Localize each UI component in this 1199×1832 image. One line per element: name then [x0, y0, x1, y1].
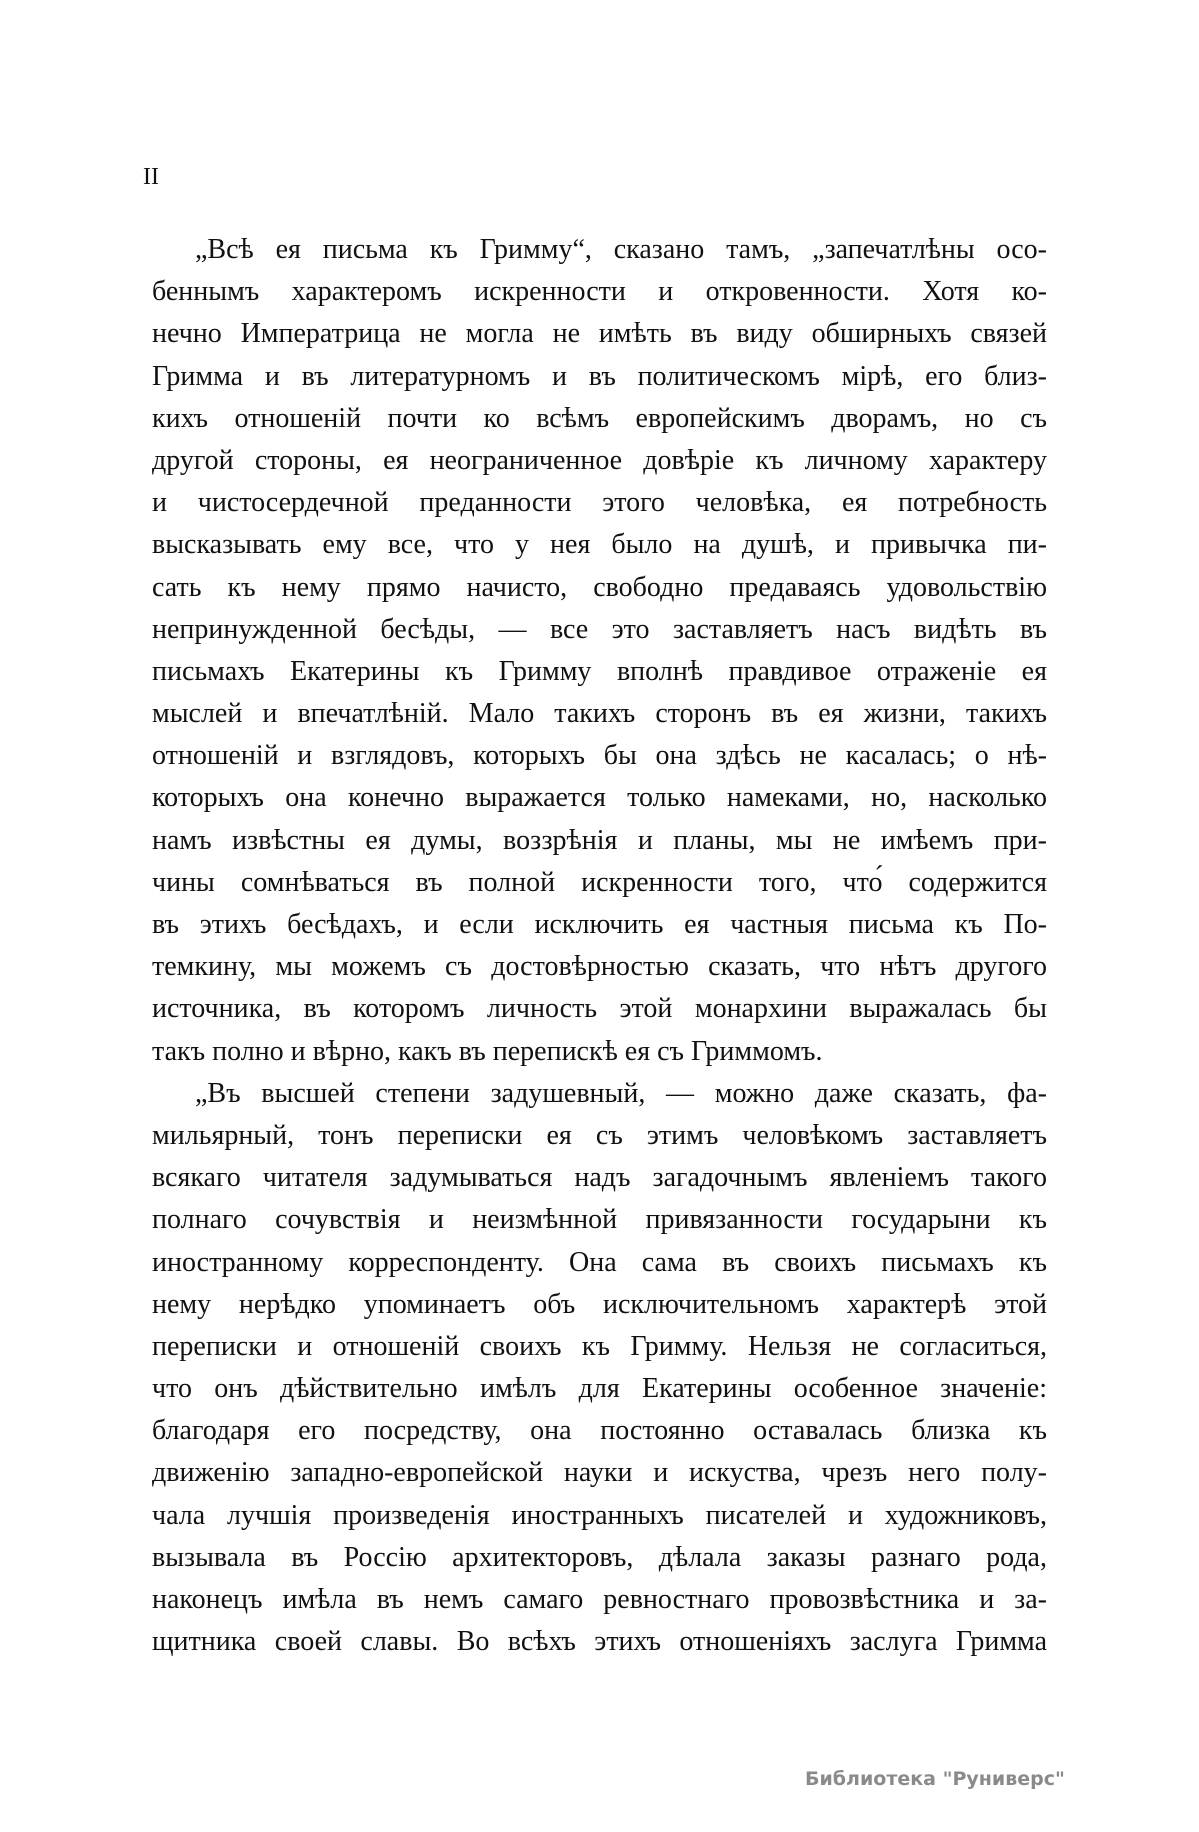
text-line: движенію западно-европейской науки и искуства, чрезъ него полу-	[152, 1457, 1047, 1489]
text-line: чала лучшія произведенія иностранныхъ писателей и художниковъ,	[152, 1499, 1047, 1531]
text-line: нему нерѣдко упоминаетъ объ исключительномъ характерѣ этой	[152, 1288, 1047, 1320]
text-line: наконецъ имѣла въ немъ самаго ревностнаго провозвѣстника и за-	[152, 1584, 1047, 1615]
text-line: непринужденной бесѣды, — все это заставляетъ насъ видѣть въ	[152, 613, 1047, 645]
paragraph	[152, 229, 1047, 1073]
text-line: сать къ нему прямо начисто, свободно предаваясь удовольствію	[152, 571, 1047, 603]
text-line: высказывать ему все, что у нея было на душѣ, и привычка пи-	[152, 529, 1047, 561]
text-line: мыслей и впечатлѣній. Мало такихъ сторонъ въ ея жизни, такихъ	[152, 698, 1047, 730]
text-line: которыхъ она конечно выражается только намеками, но, насколько	[152, 782, 1047, 814]
text-line: щитника своей славы. Во всѣхъ этихъ отношеніяхъ заслуга Гримма	[152, 1626, 1047, 1658]
text-line: мильярный, тонъ переписки ея съ этимъ человѣкомъ заставляетъ	[152, 1119, 1047, 1151]
text-line: отношеній и взглядовъ, которыхъ бы она здѣсь не касалась; о нѣ-	[152, 740, 1047, 772]
text-line: „Всѣ ея письма къ Гримму“, сказано тамъ, „запечатлѣны осо-	[195, 234, 1047, 265]
text-line: переписки и отношеній своихъ къ Гримму. Нельзя не согласиться,	[152, 1330, 1047, 1362]
text-line: чины сомнѣваться въ полной искренности того, что́ содержится	[152, 866, 1047, 898]
text-line: письмахъ Екатерины къ Гримму вполнѣ правдивое отраженіе ея	[152, 655, 1047, 687]
page-number: II	[143, 164, 159, 190]
text-line: вызывала въ Россію архитекторовъ, дѣлала заказы разнаго рода,	[152, 1541, 1047, 1573]
text-line: „Въ высшей степени задушевный, — можно даже сказать, фа-	[195, 1077, 1047, 1109]
text-line: нечно Императрица не могла не имѣть въ виду обширныхъ связей	[152, 318, 1047, 350]
text-line: намъ извѣстны ея думы, воззрѣнія и планы, мы не имѣемъ при-	[152, 824, 1047, 856]
text-line: благодаря его посредству, она постоянно оставалась близка къ	[152, 1415, 1047, 1447]
text-line: что онъ дѣйствительно имѣлъ для Екатерины особенное значеніе:	[152, 1373, 1047, 1405]
text-line: беннымъ характеромъ искренности и откровенности. Хотя ко-	[152, 276, 1047, 308]
text-line: Гримма и въ литературномъ и въ политическомъ мірѣ, его близ-	[152, 360, 1047, 392]
body-text	[152, 229, 1047, 1663]
text-line: такъ полно и вѣрно, какъ въ перепискѣ ея съ Гриммомъ.	[152, 1035, 823, 1067]
text-line: темкину, мы можемъ съ достовѣрностью сказать, что нѣтъ другого	[152, 951, 1047, 983]
library-watermark: Библиотека "Руниверс"	[805, 1768, 1065, 1790]
text-line: полнаго сочувствія и неизмѣнной привязанности государыни къ	[152, 1204, 1047, 1236]
text-line: и чистосердечной преданности этого человѣка, ея потребность	[152, 487, 1047, 519]
text-line: иностранному корреспонденту. Она сама въ своихъ письмахъ къ	[152, 1246, 1047, 1278]
text-line: источника, въ которомъ личность этой монархини выражалась бы	[152, 993, 1047, 1025]
text-line: всякаго читателя задумываться надъ загадочнымъ явленіемъ такого	[152, 1162, 1047, 1194]
text-line: въ этихъ бесѣдахъ, и если исключить ея частныя письма къ По-	[152, 909, 1047, 940]
paragraph	[152, 1073, 1047, 1664]
text-line: другой стороны, ея неограниченное довѣріе къ личному характеру	[152, 444, 1047, 476]
text-line: кихъ отношеній почти ко всѣмъ европейскимъ дворамъ, но съ	[152, 402, 1047, 434]
